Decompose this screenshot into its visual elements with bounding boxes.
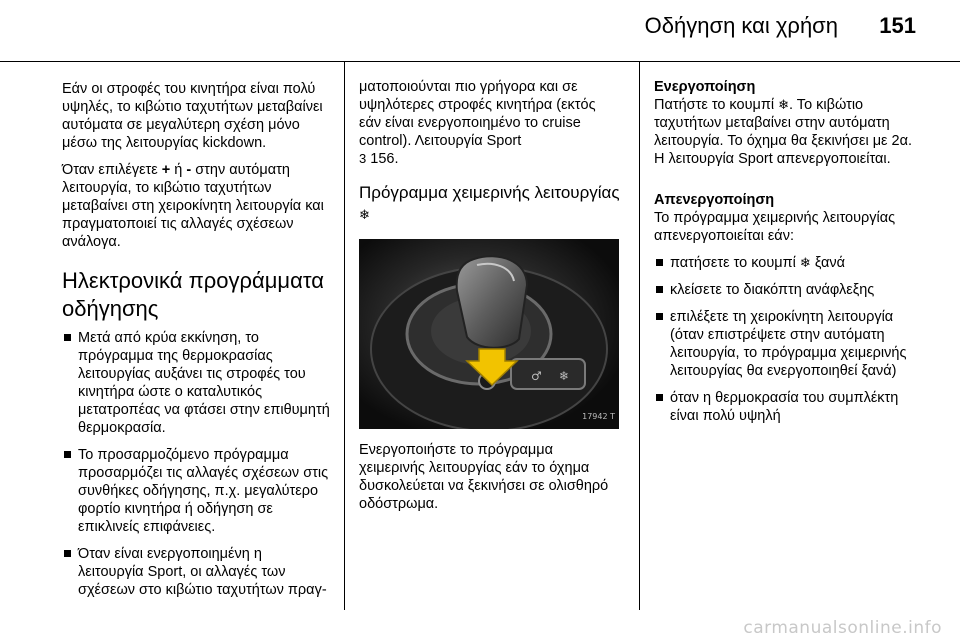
bullet-square-icon: [64, 550, 71, 557]
bullet-square-icon: [656, 286, 663, 293]
list-item: [654, 389, 924, 425]
column-divider-1: [344, 62, 345, 610]
heading-text: Πρόγραμμα χειμερινής λειτουργίας: [359, 183, 620, 202]
text-fragment: Πατήστε το κουμπί: [654, 97, 779, 113]
text-fragment: στην αυτόματη λειτουργία, το κιβώτιο ταχυτήτων μεταβαίνει στη χειροκίνητη λειτουργία και πραγματοποιεί τις αλλαγές σχέσεων ανάλογα.: [62, 162, 324, 250]
gear-selector-illustration: [359, 239, 619, 429]
text-fragment: . Το κιβώτιο ταχυτήτων μεταβαίνει στην αυτόματη λειτουργία. Το όχημα θα ξεκινήσει με 2α. Η λειτουργία Sport απενεργοποιείται.: [654, 97, 913, 167]
subheading-activation: Ενεργοποίηση: [654, 79, 756, 95]
svg-text:♂: ♂: [531, 369, 542, 383]
list-item: [654, 281, 924, 299]
text-fragment: ματοποιούνται πιο γρήγορα και σε υψηλότερες στροφές κινητήρα (εκτός εάν είναι ενεργοποιημένο το cruise control). Λειτουργία Sport: [359, 79, 596, 149]
paragraph-activation: [654, 96, 924, 168]
text-fragment: Όταν επιλέγετε: [62, 162, 162, 178]
list-item: [62, 545, 330, 599]
paragraph-kickdown: Εάν οι στροφές του κινητήρα είναι πολύ υψηλές, το κιβώτιο ταχυτήτων μεταβαίνει αυτόματα σε μεγαλύτερη σχέση μόνο μέσω της λειτουργίας kickdown.: [62, 81, 323, 151]
column-3: [654, 78, 924, 434]
figure-caption: Ενεργοποιήστε το πρόγραμμα χειμερινής λειτουργίας εάν το όχημα δυσκολεύεται να ξεκινήσει σε ολισθηρό οδόστρωμα.: [359, 442, 609, 512]
column-divider-2: [639, 62, 640, 610]
section-heading-winter-program: [359, 182, 621, 225]
list-item-text: Όταν είναι ενεργοποιημένη η λειτουργία Sport, οι αλλαγές των σχέσεων στο κιβώτιο ταχυτήτων πραγ-: [78, 546, 327, 598]
list-item: [654, 254, 924, 272]
page-title: Οδήγηση και χρήση: [644, 13, 838, 38]
watermark: carmanualsonline.info: [743, 618, 942, 638]
bullet-square-icon: [64, 451, 71, 458]
list-item: [62, 446, 330, 536]
bullet-square-icon: [64, 334, 71, 341]
bullet-square-icon: [656, 313, 663, 320]
page-reference-link[interactable]: 156.: [370, 151, 399, 167]
section-heading-electronic-programs: Ηλεκτρονικά προγράμματα οδήγησης: [62, 268, 324, 321]
paragraph-sport-continued: [359, 78, 621, 168]
svg-text:❄: ❄: [559, 369, 570, 383]
text-fragment: ξανά: [810, 255, 845, 271]
list-item-text: επιλέξετε τη χειροκίνητη λειτουργία (όταν επιστρέψετε στην αυτόματη λειτουργία, το πρόγραμμα χειμερινής λειτουργίας θα ενεργοποιηθεί ξανά): [670, 309, 907, 379]
snowflake-icon: ❄: [799, 255, 811, 270]
text-fragment: πατήσετε το κουμπί: [670, 255, 800, 271]
page-reference-arrow-icon: 3: [359, 151, 367, 166]
list-item-text: κλείσετε το διακόπτη ανάφλεξης: [670, 282, 875, 298]
column-1: [62, 80, 330, 608]
text-fragment: ή: [170, 162, 187, 178]
list-item-text: Μετά από κρύα εκκίνηση, το πρόγραμμα της θερμοκρασίας λειτουργίας αυξάνει τις στροφές του κινητήρα ώστε ο καταλυτικός μετατροπέας να φτάσει στην επιθυμητή θερμοκρασία.: [78, 330, 330, 436]
list-item-text: όταν η θερμοκρασία του συμπλέκτη είναι πολύ υψηλή: [670, 390, 899, 424]
bullet-square-icon: [656, 394, 663, 401]
bullet-square-icon: [656, 259, 663, 266]
plus-symbol: +: [161, 162, 171, 178]
minus-symbol: -: [186, 162, 192, 178]
paragraph-deactivation: Το πρόγραμμα χειμερινής λειτουργίας απενεργοποιείται εάν:: [654, 210, 896, 244]
page-number: 151: [879, 13, 916, 38]
gear-selector-drawing: [359, 239, 619, 429]
snowflake-icon: ❄: [778, 97, 790, 112]
snowflake-icon: ❄: [359, 207, 370, 222]
subheading-deactivation: Απενεργοποίηση: [654, 192, 775, 208]
column-2: [359, 78, 621, 522]
spacer: [654, 177, 924, 191]
list-item: [654, 308, 924, 380]
paragraph-manual-shift: [62, 161, 330, 251]
page-header: [0, 0, 960, 62]
list-item: [62, 329, 330, 437]
list-item-text: Το προσαρμοζόμενο πρόγραμμα προσαρμόζει τις αλλαγές σχέσεων στις συνθήκες οδήγησης, π.χ. μεγαλύτερο φορτίο κινητήρα ή οδήγηση σε επικλινείς επιφάνειες.: [78, 447, 329, 535]
header-divider: [0, 61, 960, 62]
figure-code: 17942 T: [582, 412, 615, 421]
